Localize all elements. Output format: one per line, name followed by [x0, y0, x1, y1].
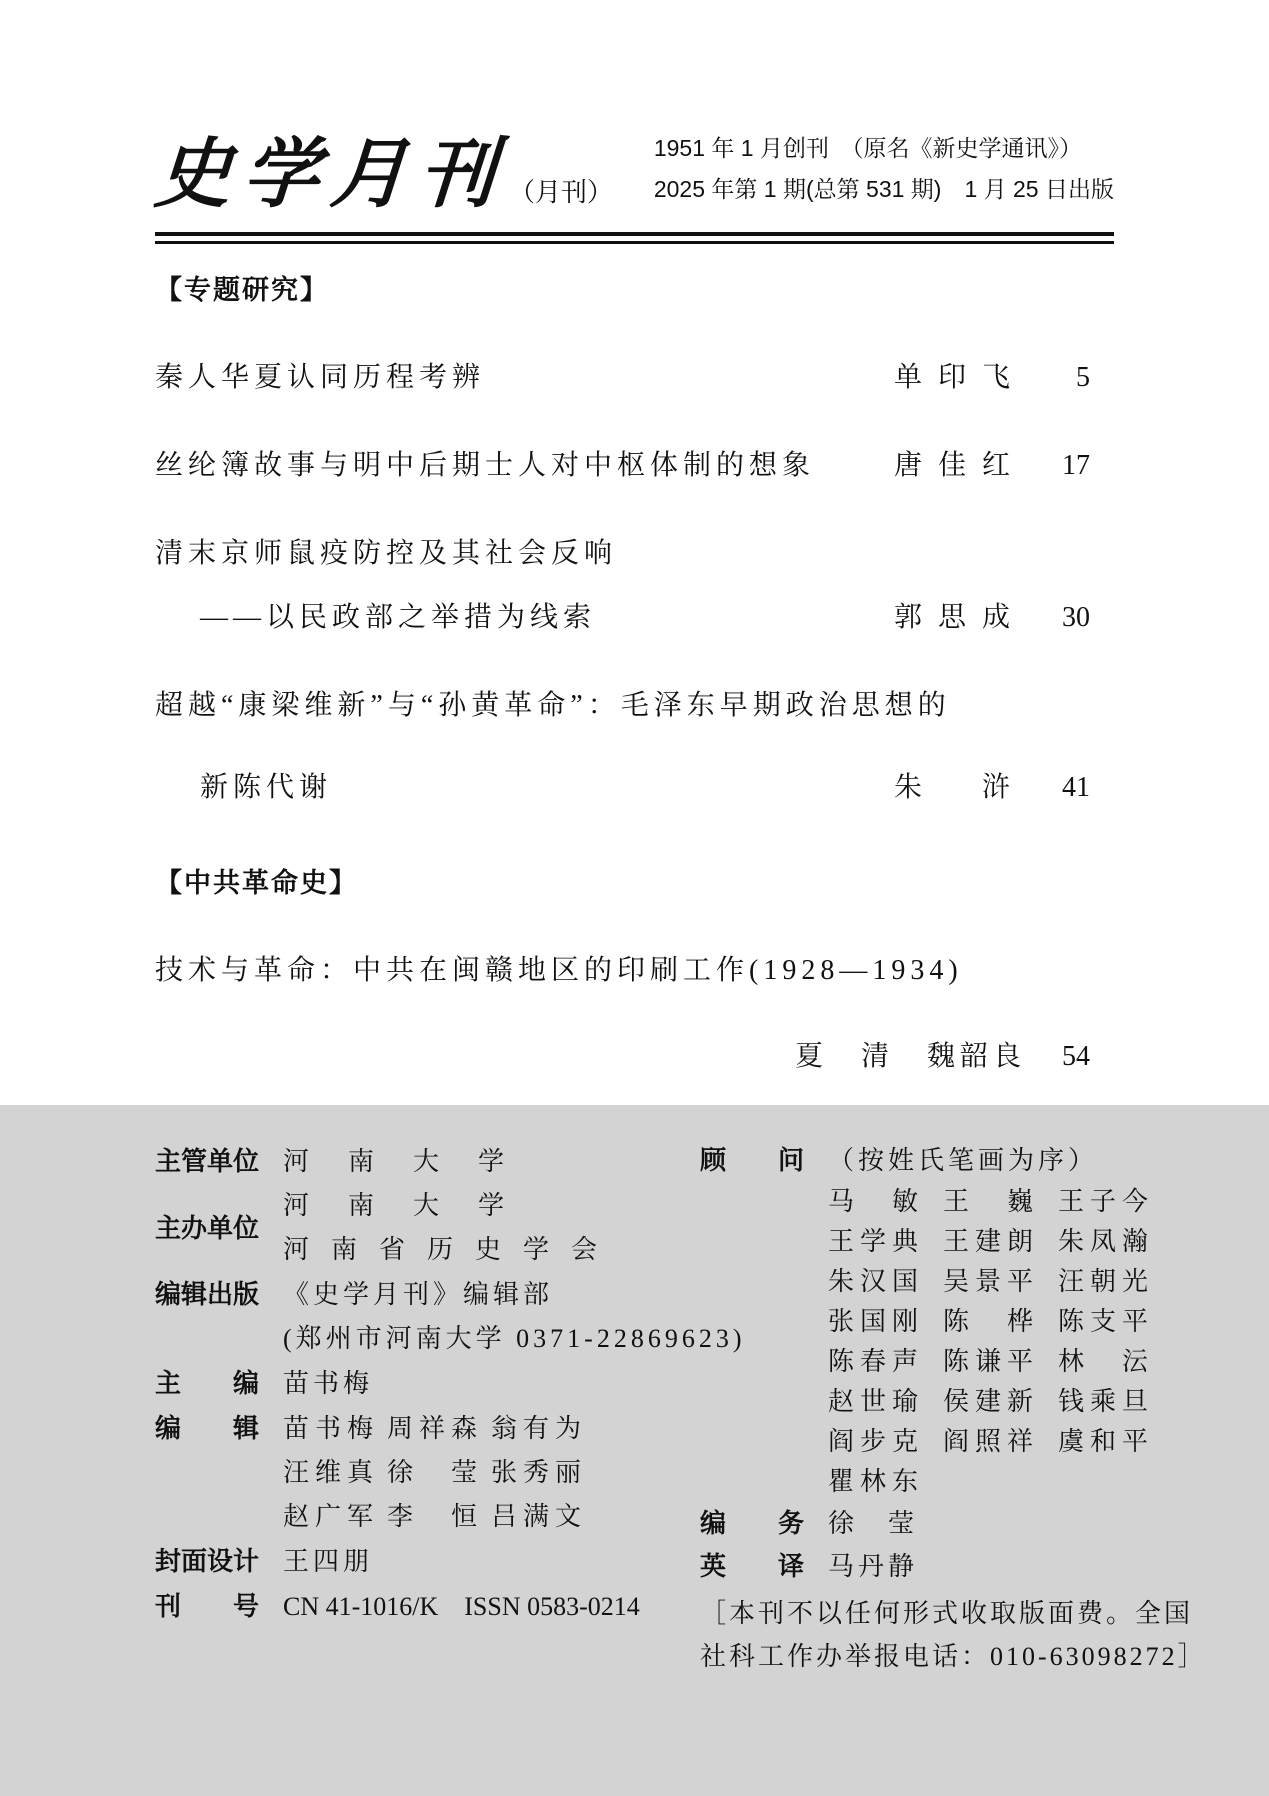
advisor-name: 朱凤瀚 — [1058, 1227, 1155, 1256]
toc-article-row — [155, 355, 1090, 395]
article-page-number: 54 — [1062, 1041, 1090, 1072]
organizer-label: 主办单位 — [155, 1213, 260, 1243]
advisor-name: 王 巍 — [943, 1187, 1040, 1216]
publisher-label: 编辑出版 — [155, 1279, 260, 1309]
advisor-name: 钱乘旦 — [1058, 1387, 1155, 1416]
publication-info — [654, 128, 1114, 212]
advisor-names-row — [828, 1342, 1269, 1382]
advisor-name: 陈谦平 — [943, 1347, 1040, 1376]
translation-row — [700, 1545, 1269, 1588]
issue-number-label: 刊 号 — [155, 1591, 260, 1621]
article-page-number: 30 — [1062, 602, 1090, 633]
publisher-address-row — [155, 1317, 746, 1361]
cover-design-row — [155, 1539, 700, 1584]
organizer-row — [155, 1184, 700, 1272]
editors-row — [155, 1451, 700, 1495]
toc-article-row — [155, 683, 1090, 805]
supervisor-row — [155, 1139, 700, 1184]
advisor-names-row — [828, 1182, 1269, 1222]
masthead-divider — [155, 232, 1114, 244]
advisor-name: 张国刚 — [828, 1307, 925, 1336]
advisor-name: 虞和平 — [1058, 1427, 1155, 1456]
article-title: 丝纶簿故事与明中后期士人对中枢体制的想象 — [155, 450, 816, 481]
issue-number-row — [155, 1584, 700, 1629]
journal-title: 史学月刊 — [151, 129, 511, 218]
advisor-name: 汪朝光 — [1058, 1267, 1155, 1296]
section-heading-special-research: 【专题研究】 — [155, 275, 329, 305]
advisor-names-row — [828, 1262, 1269, 1302]
article-title: 清末京师鼠疫防控及其社会反响 — [155, 538, 618, 569]
article-authors: 朱 浒 — [893, 772, 1026, 803]
issue-info-line: 2025 年第 1 期(总第 531 期) 1 月 25 日出版 — [653, 176, 1114, 202]
article-author-page — [894, 355, 1090, 395]
supervisor-value: 河南大学 — [283, 1147, 544, 1176]
advisor-name: 陈春声 — [828, 1347, 925, 1376]
organizer-value-2: 河南省历史学会 — [283, 1235, 620, 1264]
publisher-row — [155, 1272, 700, 1317]
advisor-name: 王学典 — [828, 1227, 925, 1256]
advisors-label: 顾 问 — [700, 1145, 805, 1175]
advisor-name: 侯建新 — [943, 1387, 1040, 1416]
advisors-note: （按姓氏笔画为序） — [828, 1146, 1099, 1175]
editor-name: 汪维真 — [283, 1458, 380, 1487]
editor-name: 周祥森 — [387, 1414, 484, 1443]
supervisor-label: 主管单位 — [155, 1146, 260, 1176]
article-title: 超越“康梁维新”与“孙黄革命”：毛泽东早期政治思想的 — [155, 690, 951, 721]
journal-subtitle: （月刊） — [509, 178, 614, 207]
article-author-page — [795, 1034, 1090, 1074]
toc-article-row — [155, 531, 1090, 635]
founding-info-line: 1951 年 1 月创刊 （原名《新史学通讯》） — [653, 135, 1082, 161]
article-title-continuation: 新陈代谢 — [200, 772, 333, 803]
article-authors: 郭思成 — [893, 602, 1026, 633]
masthead — [151, 128, 1114, 218]
advisor-name: 陈支平 — [1058, 1307, 1155, 1336]
advisor-name: 朱汉国 — [828, 1267, 925, 1296]
article-authors: 唐佳红 — [893, 450, 1026, 481]
editors-label: 编 辑 — [155, 1413, 260, 1443]
organizer-values — [283, 1184, 619, 1272]
translation-label: 英 译 — [700, 1551, 805, 1581]
article-page-number: 5 — [1076, 362, 1090, 393]
editor-name: 李 恒 — [387, 1502, 484, 1531]
editors-row — [155, 1495, 700, 1539]
cover-design-label: 封面设计 — [155, 1546, 260, 1576]
advisor-name: 马 敏 — [828, 1187, 925, 1216]
chief-editor-value: 苗书梅 — [283, 1369, 374, 1398]
advisor-names-row — [828, 1222, 1269, 1262]
advisor-name: 阎照祥 — [943, 1427, 1040, 1456]
article-title: 秦人华夏认同历程考辨 — [155, 362, 486, 393]
organizer-value-1: 河南大学 — [283, 1191, 544, 1220]
advisor-names-row — [828, 1462, 1269, 1502]
chief-editor-label: 主 编 — [155, 1368, 260, 1398]
advisor-name: 瞿林东 — [828, 1467, 925, 1496]
advisor-names-row — [828, 1422, 1269, 1462]
editor-name: 张秀丽 — [491, 1458, 588, 1487]
clerical-label: 编 务 — [700, 1508, 805, 1538]
advisor-names-row — [828, 1382, 1269, 1422]
article-author-page — [894, 443, 1090, 483]
toc-article-row — [155, 443, 1090, 483]
advisors-row — [700, 1139, 1269, 1182]
article-page-number: 41 — [1062, 772, 1090, 803]
article-page-number: 17 — [1062, 450, 1090, 481]
advisor-names-row — [828, 1302, 1269, 1342]
article-authors: 单印飞 — [893, 362, 1026, 393]
advisor-name: 赵世瑜 — [828, 1387, 925, 1416]
advisor-name: 王子今 — [1058, 1187, 1155, 1216]
journal-brand — [151, 129, 614, 218]
article-title: 技术与革命：中共在闽赣地区的印刷工作(1928—1934) — [155, 955, 963, 986]
advisor-name: 阎步克 — [828, 1427, 925, 1456]
advisor-name: 林 沄 — [1058, 1347, 1155, 1376]
issue-number-value: CN 41-1016/K ISSN 0583-0214 — [283, 1592, 640, 1621]
advisor-name: 陈 桦 — [943, 1307, 1040, 1336]
publisher-address: (郑州市河南大学 0371-22869623) — [283, 1324, 746, 1353]
chief-editor-row — [155, 1361, 700, 1406]
toc-article-row — [155, 948, 1090, 1074]
editor-name: 徐 莹 — [387, 1458, 484, 1487]
editor-name: 赵广军 — [283, 1502, 380, 1531]
notice-line-1: ［本刊不以任何形式收取版面费。全国 — [700, 1599, 1194, 1628]
clerical-value: 徐 莹 — [828, 1509, 919, 1538]
advisor-name: 吴景平 — [943, 1267, 1040, 1296]
article-authors: 夏 清 魏韶良 — [794, 1041, 1026, 1072]
section-heading-ccp-revolution-history: 【中共革命史】 — [155, 868, 358, 898]
article-author-page — [894, 595, 1090, 635]
editor-name: 吕满文 — [491, 1502, 588, 1531]
editor-name: 苗书梅 — [283, 1414, 380, 1443]
publisher-value: 《史学月刊》编辑部 — [283, 1280, 554, 1309]
advisor-name: 王建朗 — [943, 1227, 1040, 1256]
article-author-page — [894, 765, 1090, 805]
no-fee-notice — [700, 1592, 1269, 1678]
notice-line-2: 社科工作办举报电话：010-63098272］ — [700, 1642, 1207, 1671]
colophon — [0, 1105, 1269, 1796]
translation-value: 马丹静 — [828, 1552, 919, 1581]
editor-name: 翁有为 — [491, 1414, 588, 1443]
table-of-contents — [155, 268, 1114, 1074]
colophon-left-column — [155, 1139, 746, 1796]
clerical-row — [700, 1502, 1269, 1545]
article-subtitle: ——以民政部之举措为线索 — [200, 602, 597, 633]
editors-row — [155, 1406, 700, 1451]
cover-design-value: 王四朋 — [283, 1547, 374, 1576]
colophon-right-column — [700, 1139, 1269, 1796]
